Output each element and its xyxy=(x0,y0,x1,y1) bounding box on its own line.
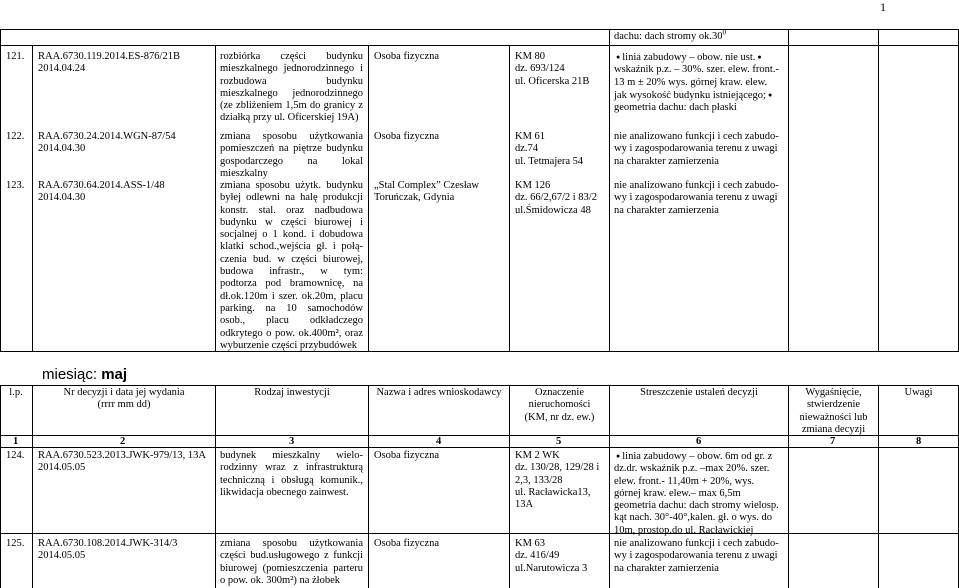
row-123-applicant: „Stal Complex” Czesław Toruńczak, Gdynia xyxy=(374,180,479,204)
numbers-divider xyxy=(0,447,959,448)
col-divider xyxy=(215,385,216,588)
col-divider xyxy=(32,45,33,351)
row-125-investment: zmiana sposobu użytkowania części bud.usługowego z funkcji biurowej (pomieszczenia parteru o pow. ok. 300m²) na żłobek xyxy=(220,538,363,586)
col-divider xyxy=(0,29,1,351)
row-122-decision: RAA.6730.24.2014.WGN-87/54 2014.04.30 xyxy=(38,131,176,155)
col-number: 1 xyxy=(13,436,19,447)
table-border-top xyxy=(0,29,959,30)
col-number: 8 xyxy=(916,436,922,447)
month-heading: miesiąc: maj xyxy=(42,366,128,383)
col-divider xyxy=(368,385,369,588)
header-findings: Streszczenie ustaleń decyzji xyxy=(640,387,758,398)
row-121-decision: RAA.6730.119.2014.ES-876/21B 2014.04.24 xyxy=(38,51,180,75)
col-divider xyxy=(788,29,789,351)
col-number: 7 xyxy=(830,436,836,447)
row-125-applicant: Osoba fizyczna xyxy=(374,538,440,549)
col-divider xyxy=(0,385,1,588)
row-122-applicant: Osoba fizyczna xyxy=(374,131,440,142)
row-124-decision: RAA.6730.523.2013.JWK-979/13, 13A 2014.05.05 xyxy=(38,450,206,474)
col-divider xyxy=(215,45,216,351)
row-124-location: KM 2 WK dz. 130/28, 129/28 i 2,3, 133/28 ul. Racławicka13, 13A xyxy=(515,450,600,511)
header-lp: l.p. xyxy=(9,387,23,398)
col-divider xyxy=(368,45,369,351)
col-divider xyxy=(609,29,610,351)
row-124-findings: ● linia zabudowy – obow. 6m od gr. z dz.dr. wskaźnik p.z. –max 20%. szer. elew. front.- 11,40m + 20%, wys. górnej kraw. elew.– max 6,5m geometria dachu: dach stromy wielosp. kąt nach. 30°-40°,kalen. gł. o wys. do 10m, prostop.do ul. Racławickiej xyxy=(614,450,786,537)
header-investment: Rodzaj inwestycji xyxy=(254,387,330,398)
row-divider xyxy=(0,45,959,46)
row-123-location: KM 126 dz. 66/2,67/2 i 83/2 ul.Śmidowicza 48 xyxy=(515,180,597,216)
header-expiry: Wygaśnięcie, stwierdzenie nieważności lub zmiana decyzji xyxy=(799,387,868,435)
row-122-lp: 122. xyxy=(6,131,25,142)
row-125-location: KM 63 dz. 416/49 ul.Narutowicza 3 xyxy=(515,538,588,574)
row-123-investment: zmiana sposobu użytk. budynku byłej odlewni na halę produkcji konstr. stal. oraz nadbudowa budynku w części biurowej i socjalnej o 1 kond. i dobudowa klatki schod.,wejścia gł. i połą- czenia bud. w części biurowej, budowa infrastr., w tym: podtorza pod bramownicę, na dł.ok.120m i szer. ok.20m, placu parking. na 10 samochodów osob., placu odkładczego odkrytego o pow. ok.400m², oraz wyburzenie części przybudówek xyxy=(220,180,363,351)
row-123-findings: nie analizowano funkcji i cech zabudo- wy i zagospodarowania terenu z uwagi na charakter zamierzenia xyxy=(614,180,779,216)
row-122-location: KM 61 dz.74 ul. Tetmajera 54 xyxy=(515,131,584,167)
col-number: 3 xyxy=(289,436,295,447)
header-location: Oznaczenie nieruchomości (KM, nr dz. ew.) xyxy=(524,387,595,423)
col-divider xyxy=(609,385,610,588)
row-124-investment: budynek mieszkalny wielo- rodzinny wraz z infrastrukturą techniczną i obsługą komunik., likwidacja obecnego zainwest. xyxy=(220,450,363,498)
row-123-lp: 123. xyxy=(6,180,25,191)
col-divider xyxy=(32,385,33,588)
table-border-bottom xyxy=(0,351,959,352)
col-divider xyxy=(878,385,879,588)
continuation-text: dachu: dach stromy $ok.30^0$ xyxy=(614,28,726,42)
col-divider xyxy=(878,29,879,351)
col-number: 4 xyxy=(436,436,442,447)
row-121-lp: 121. xyxy=(6,51,25,62)
row-124-applicant: Osoba fizyczna xyxy=(374,450,440,461)
header-decision: Nr decyzji i data jej wydania (rrrr mm dd) xyxy=(63,387,185,411)
row-122-investment: zmiana sposobu użytkowania pomieszczeń na piętrze budynku gospodarczego na lokal mieszkalny xyxy=(220,131,363,179)
row-125-findings: nie analizowano funkcji i cech zabudo- wy i zagospodarowania terenu z uwagi na charakter zamierzenia xyxy=(614,538,779,574)
col-number: 5 xyxy=(556,436,562,447)
row-125-decision: RAA.6730.108.2014.JWK-314/3 2014.05.05 xyxy=(38,538,178,562)
row-121-findings: ● linia zabudowy – obow. nie ust.● wskaźnik p.z. – 30%. szer. elew. front.- 13 m ± 20% wys. górnej kraw. elew. jak wysokość budynku istniejącego;● geometria dachu: dach płaski xyxy=(614,51,786,114)
header-remarks: Uwagi xyxy=(904,387,933,398)
table-border-top xyxy=(0,385,959,386)
row-divider xyxy=(0,533,959,534)
row-121-applicant: Osoba fizyczna xyxy=(374,51,440,62)
row-124-lp: 124. xyxy=(6,450,25,461)
header-applicant: Nazwa i adres wnioskodawcy xyxy=(376,387,502,398)
col-divider xyxy=(509,45,510,351)
row-121-investment: rozbiórka części budynku mieszkalnego jednorodzinnego i rozbudowa budynku mieszkalnego jednorodzinnego (ze zbliżeniem 1,5m do granicy z działką przy ul. Oficerskiej 19A) xyxy=(220,51,363,124)
page-number: 1 xyxy=(880,0,886,14)
row-121-location: KM 80 dz. 693/124 ul. Oficerska 21B xyxy=(515,51,590,87)
col-number: 6 xyxy=(696,436,702,447)
col-number: 2 xyxy=(120,436,126,447)
row-123-decision: RAA.6730.64.2014.ASS-1/48 2014.04.30 xyxy=(38,180,165,204)
row-122-findings: nie analizowano funkcji i cech zabudo- wy i zagospodarowania terenu z uwagi na charakter zamierzenia xyxy=(614,131,779,167)
row-125-lp: 125. xyxy=(6,538,25,549)
